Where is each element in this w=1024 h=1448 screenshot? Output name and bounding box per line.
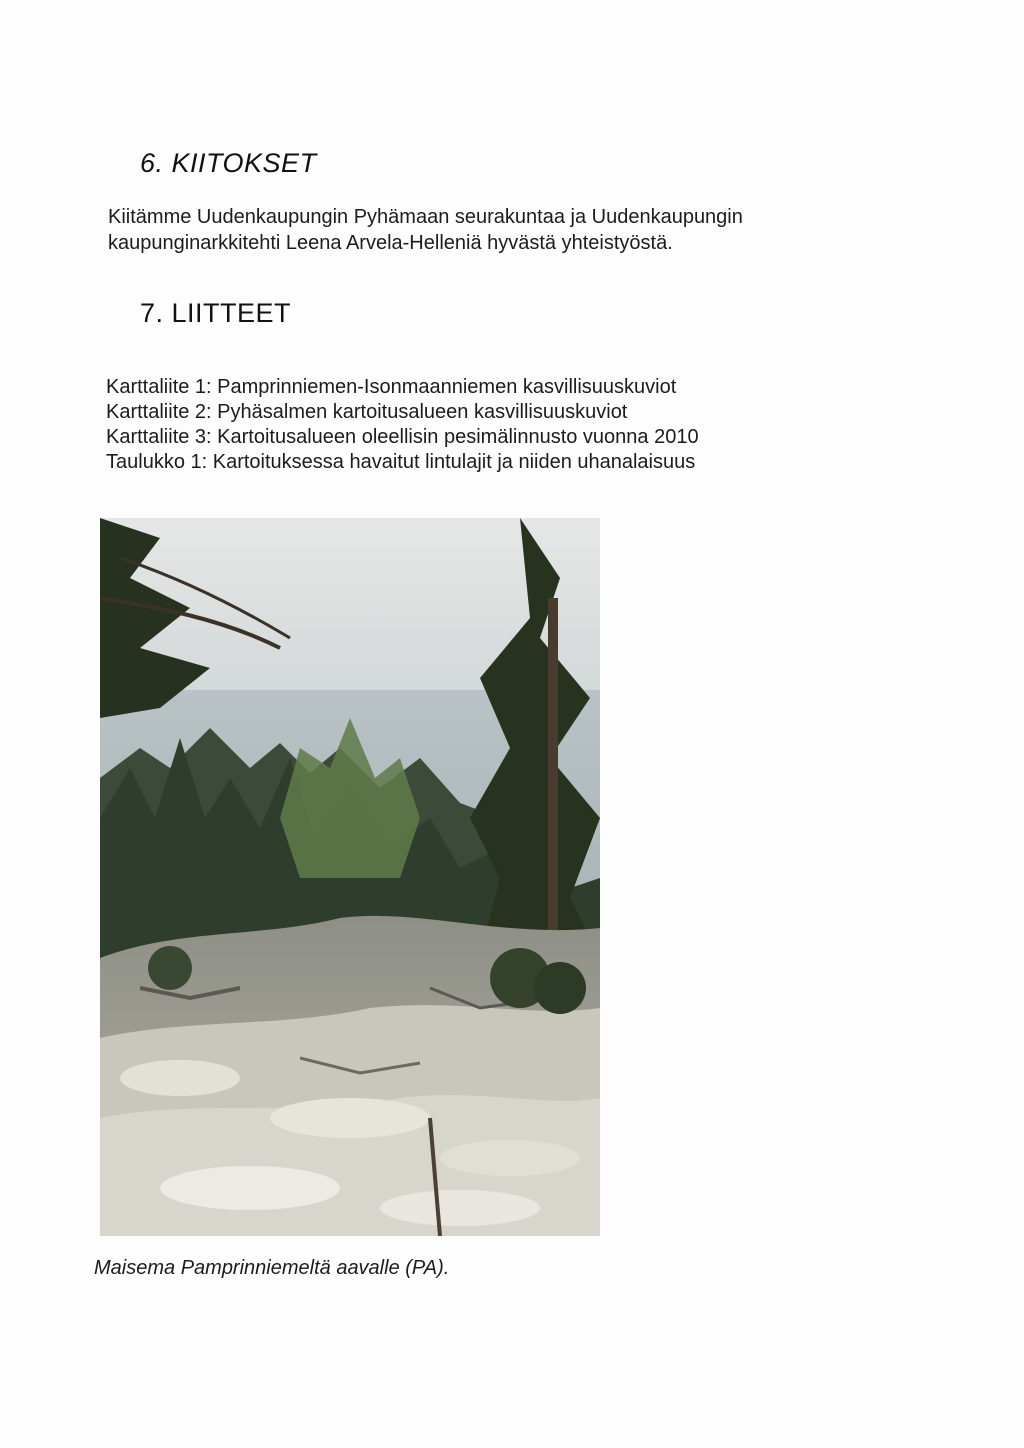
- photo-caption: Maisema Pamprinniemeltä aavalle (PA).: [94, 1257, 450, 1279]
- landscape-photo-illustration: [100, 518, 600, 1236]
- appendix-item-map-1: Karttaliite 1: Pamprinniemen-Isonmaanniemen kasvillisuuskuviot: [106, 376, 677, 398]
- acknowledgements-paragraph: Kiitämme Uudenkaupungin Pyhämaan seurakuntaa ja Uudenkaupungin kaupunginarkkitehti Leena Arvela-Helleniä hyvästä yhteistyöstä.: [108, 206, 743, 254]
- heading-appendices: 7. LIITTEET: [140, 298, 292, 328]
- appendix-item-map-3: Karttaliite 3: Kartoitusalueen oleellisin pesimälinnusto vuonna 2010: [106, 426, 699, 448]
- appendix-item-map-2: Karttaliite 2: Pyhäsalmen kartoitusalueen kasvillisuuskuviot: [106, 401, 628, 423]
- appendix-item-table-1: Taulukko 1: Kartoituksessa havaitut lintulajit ja niiden uhanalaisuus: [106, 451, 696, 473]
- heading-acknowledgements: 6. KIITOKSET: [140, 148, 317, 178]
- landscape-photo: [100, 518, 600, 1236]
- appendix-list: [106, 375, 699, 475]
